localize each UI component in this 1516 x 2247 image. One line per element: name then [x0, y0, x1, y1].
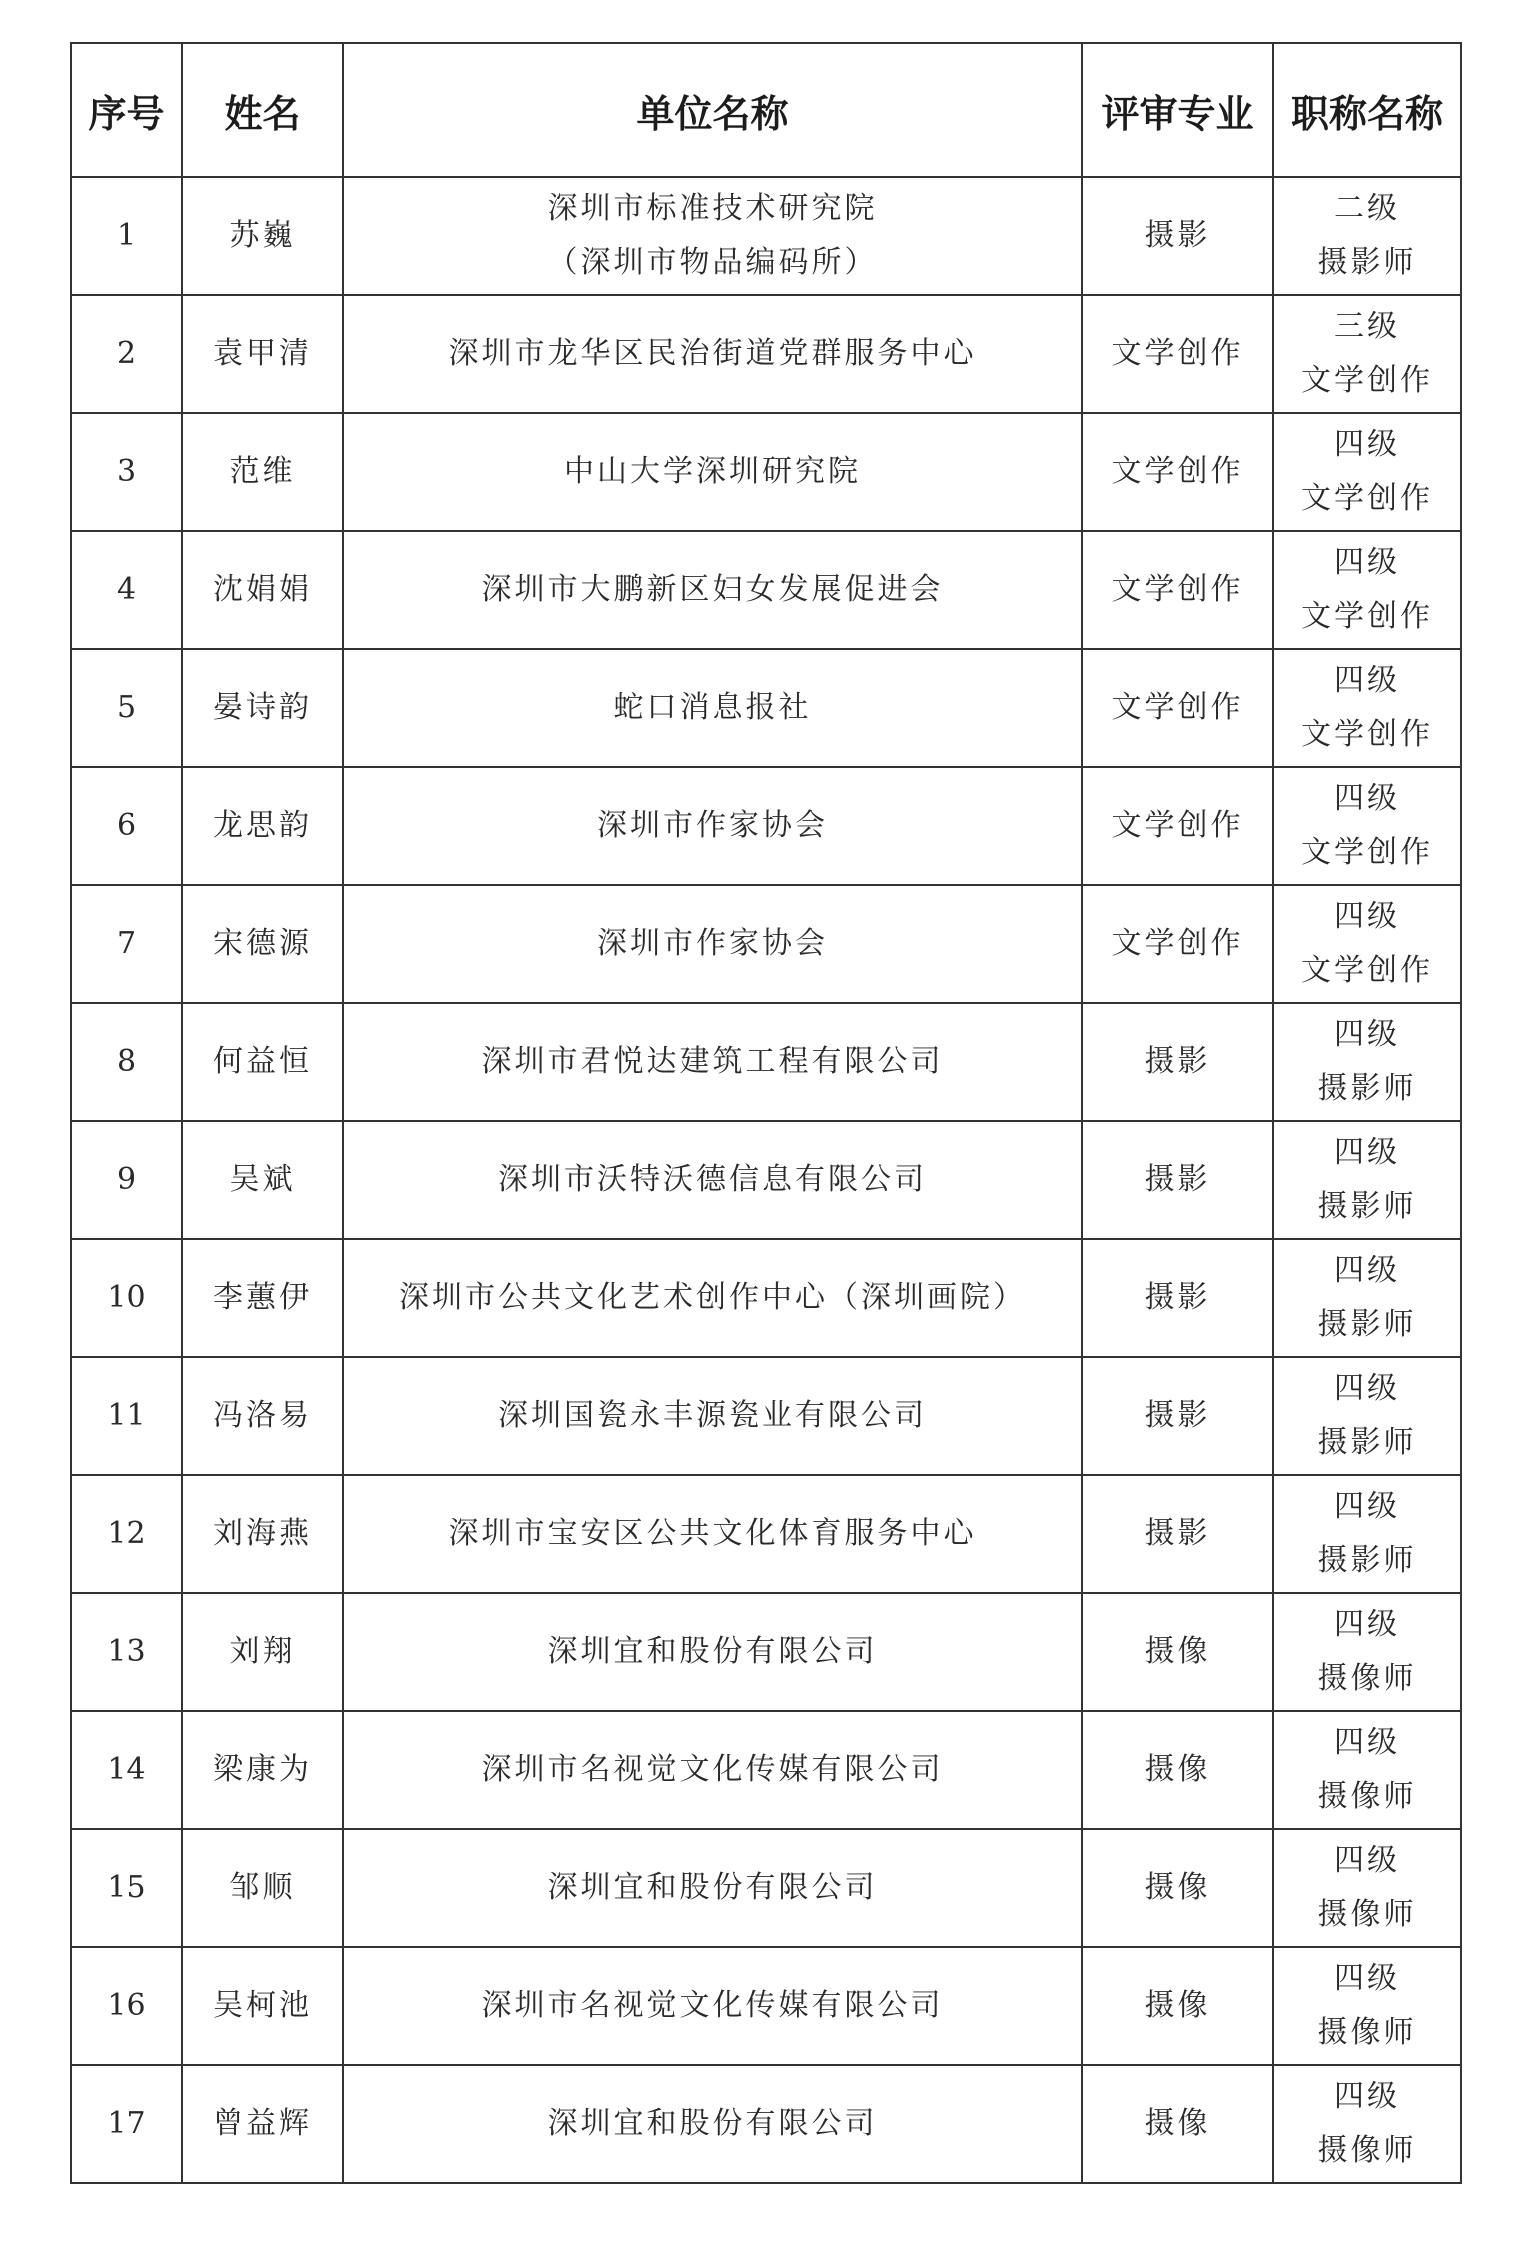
unit-line: 深圳市龙华区民治街道党群服务中心 [448, 336, 977, 371]
table-row [71, 1711, 1461, 1829]
cell-name: 吴柯池 [182, 1947, 343, 2065]
cell-name: 冯洛易 [182, 1357, 343, 1475]
table-row [71, 1121, 1461, 1239]
title-line: 文学创作 [1301, 835, 1433, 870]
title-line: 文学创作 [1301, 481, 1433, 516]
unit-line: （深圳市物品编码所） [547, 245, 878, 280]
cell-title [1273, 177, 1461, 295]
table-row [71, 885, 1461, 1003]
cell-title [1273, 1829, 1461, 1947]
header-title: 职称名称 [1273, 43, 1461, 177]
cell-seq: 7 [71, 885, 182, 1003]
table-row [71, 177, 1461, 295]
cell-name: 宋德源 [182, 885, 343, 1003]
unit-line: 深圳市大鹏新区妇女发展促进会 [481, 572, 944, 607]
unit-line: 深圳市作家协会 [597, 808, 828, 843]
unit-line: 深圳市作家协会 [597, 926, 828, 961]
header-major: 评审专业 [1082, 43, 1273, 177]
table-row [71, 1475, 1461, 1593]
unit-line: 深圳市名视觉文化传媒有限公司 [481, 1752, 944, 1787]
unit-line: 深圳市君悦达建筑工程有限公司 [481, 1044, 944, 1079]
title-line: 文学创作 [1301, 363, 1433, 398]
cell-title [1273, 1947, 1461, 2065]
table-row [71, 413, 1461, 531]
cell-seq: 2 [71, 295, 182, 413]
cell-major: 摄像 [1082, 1711, 1273, 1829]
cell-major: 摄影 [1082, 1475, 1273, 1593]
cell-unit [343, 1947, 1082, 2065]
table-row [71, 767, 1461, 885]
cell-unit [343, 1475, 1082, 1593]
cell-seq: 12 [71, 1475, 182, 1593]
cell-seq: 11 [71, 1357, 182, 1475]
table-row [71, 649, 1461, 767]
unit-line: 深圳市宝安区公共文化体育服务中心 [448, 1516, 977, 1551]
unit-line: 深圳市公共文化艺术创作中心（深圳画院） [399, 1280, 1026, 1315]
unit-line: 深圳宜和股份有限公司 [547, 2106, 878, 2141]
title-line: 摄影师 [1317, 1425, 1417, 1460]
cell-title [1273, 649, 1461, 767]
cell-seq: 3 [71, 413, 182, 531]
title-line: 摄像师 [1317, 2133, 1417, 2168]
cell-major: 摄像 [1082, 2065, 1273, 2183]
cell-seq: 8 [71, 1003, 182, 1121]
unit-line: 深圳市标准技术研究院 [547, 191, 878, 226]
table-body [71, 177, 1461, 2183]
table-row [71, 1357, 1461, 1475]
title-line: 摄影师 [1317, 1189, 1417, 1224]
table-row [71, 295, 1461, 413]
cell-name: 邹顺 [182, 1829, 343, 1947]
title-line: 摄影师 [1317, 1071, 1417, 1106]
cell-major: 摄影 [1082, 177, 1273, 295]
cell-unit [343, 2065, 1082, 2183]
cell-name: 范维 [182, 413, 343, 531]
cell-title [1273, 1239, 1461, 1357]
cell-major: 摄影 [1082, 1357, 1273, 1475]
title-line: 四级 [1334, 2079, 1400, 2114]
cell-title [1273, 767, 1461, 885]
title-line: 四级 [1334, 1371, 1400, 1406]
cell-name: 何益恒 [182, 1003, 343, 1121]
cell-title [1273, 1357, 1461, 1475]
title-line: 摄像师 [1317, 1779, 1417, 1814]
title-line: 四级 [1334, 663, 1400, 698]
cell-title [1273, 2065, 1461, 2183]
cell-unit [343, 649, 1082, 767]
cell-unit [343, 1829, 1082, 1947]
cell-major: 文学创作 [1082, 531, 1273, 649]
cell-name: 苏巍 [182, 177, 343, 295]
cell-name: 刘海燕 [182, 1475, 343, 1593]
table-row [71, 1003, 1461, 1121]
cell-title [1273, 1475, 1461, 1593]
header-name: 姓名 [182, 43, 343, 177]
title-line: 摄像师 [1317, 1661, 1417, 1696]
cell-unit [343, 1711, 1082, 1829]
cell-seq: 17 [71, 2065, 182, 2183]
cell-name: 李蕙伊 [182, 1239, 343, 1357]
title-line: 四级 [1334, 781, 1400, 816]
cell-major: 摄像 [1082, 1829, 1273, 1947]
cell-seq: 5 [71, 649, 182, 767]
title-line: 三级 [1334, 309, 1400, 344]
cell-unit [343, 295, 1082, 413]
title-line: 四级 [1334, 1489, 1400, 1524]
unit-line: 深圳市沃特沃德信息有限公司 [498, 1162, 927, 1197]
cell-major: 文学创作 [1082, 649, 1273, 767]
title-line: 四级 [1334, 899, 1400, 934]
cell-seq: 6 [71, 767, 182, 885]
title-line: 摄像师 [1317, 1897, 1417, 1932]
cell-title [1273, 885, 1461, 1003]
title-line: 四级 [1334, 427, 1400, 462]
table-row [71, 1593, 1461, 1711]
cell-seq: 15 [71, 1829, 182, 1947]
cell-title [1273, 1003, 1461, 1121]
cell-title [1273, 1121, 1461, 1239]
cell-name: 刘翔 [182, 1593, 343, 1711]
title-line: 文学创作 [1301, 953, 1433, 988]
cell-major: 摄像 [1082, 1947, 1273, 2065]
table-header-row [71, 43, 1461, 177]
unit-line: 深圳国瓷永丰源瓷业有限公司 [498, 1398, 927, 1433]
cell-seq: 14 [71, 1711, 182, 1829]
cell-major: 文学创作 [1082, 295, 1273, 413]
cell-name: 沈娟娟 [182, 531, 343, 649]
title-line: 二级 [1334, 191, 1400, 226]
cell-title [1273, 1711, 1461, 1829]
table-row [71, 531, 1461, 649]
cell-major: 摄像 [1082, 1593, 1273, 1711]
cell-unit [343, 885, 1082, 1003]
table-row [71, 1829, 1461, 1947]
table-row [71, 1239, 1461, 1357]
header-seq: 序号 [71, 43, 182, 177]
cell-seq: 4 [71, 531, 182, 649]
cell-unit [343, 767, 1082, 885]
cell-seq: 10 [71, 1239, 182, 1357]
title-line: 四级 [1334, 1843, 1400, 1878]
cell-major: 文学创作 [1082, 885, 1273, 1003]
cell-unit [343, 1593, 1082, 1711]
title-line: 摄像师 [1317, 2015, 1417, 2050]
personnel-table [70, 42, 1462, 2184]
title-line: 文学创作 [1301, 717, 1433, 752]
cell-major: 文学创作 [1082, 413, 1273, 531]
unit-line: 深圳市名视觉文化传媒有限公司 [481, 1988, 944, 2023]
cell-unit [343, 1357, 1082, 1475]
title-line: 摄影师 [1317, 1543, 1417, 1578]
cell-seq: 13 [71, 1593, 182, 1711]
title-line: 四级 [1334, 1135, 1400, 1170]
cell-title [1273, 1593, 1461, 1711]
cell-name: 梁康为 [182, 1711, 343, 1829]
cell-major: 文学创作 [1082, 767, 1273, 885]
table-row [71, 2065, 1461, 2183]
header-unit: 单位名称 [343, 43, 1082, 177]
cell-major: 摄影 [1082, 1239, 1273, 1357]
cell-unit [343, 1239, 1082, 1357]
cell-name: 龙思韵 [182, 767, 343, 885]
title-line: 四级 [1334, 1607, 1400, 1642]
cell-unit [343, 1003, 1082, 1121]
cell-name: 吴斌 [182, 1121, 343, 1239]
cell-unit [343, 531, 1082, 649]
cell-unit [343, 177, 1082, 295]
title-line: 摄影师 [1317, 245, 1417, 280]
unit-line: 深圳宜和股份有限公司 [547, 1870, 878, 1905]
unit-line: 深圳宜和股份有限公司 [547, 1634, 878, 1669]
cell-unit [343, 1121, 1082, 1239]
cell-title [1273, 413, 1461, 531]
unit-line: 中山大学深圳研究院 [564, 454, 861, 489]
title-line: 四级 [1334, 545, 1400, 580]
title-line: 四级 [1334, 1253, 1400, 1288]
cell-seq: 16 [71, 1947, 182, 2065]
title-line: 四级 [1334, 1017, 1400, 1052]
title-line: 摄影师 [1317, 1307, 1417, 1342]
cell-name: 晏诗韵 [182, 649, 343, 767]
cell-major: 摄影 [1082, 1121, 1273, 1239]
cell-name: 曾益辉 [182, 2065, 343, 2183]
title-line: 文学创作 [1301, 599, 1433, 634]
cell-major: 摄影 [1082, 1003, 1273, 1121]
title-line: 四级 [1334, 1961, 1400, 1996]
cell-unit [343, 413, 1082, 531]
title-list-sheet [70, 42, 1460, 2184]
cell-title [1273, 531, 1461, 649]
table-row [71, 1947, 1461, 2065]
title-line: 四级 [1334, 1725, 1400, 1760]
unit-line: 蛇口消息报社 [613, 690, 812, 725]
cell-seq: 9 [71, 1121, 182, 1239]
cell-title [1273, 295, 1461, 413]
cell-seq: 1 [71, 177, 182, 295]
cell-name: 袁甲清 [182, 295, 343, 413]
